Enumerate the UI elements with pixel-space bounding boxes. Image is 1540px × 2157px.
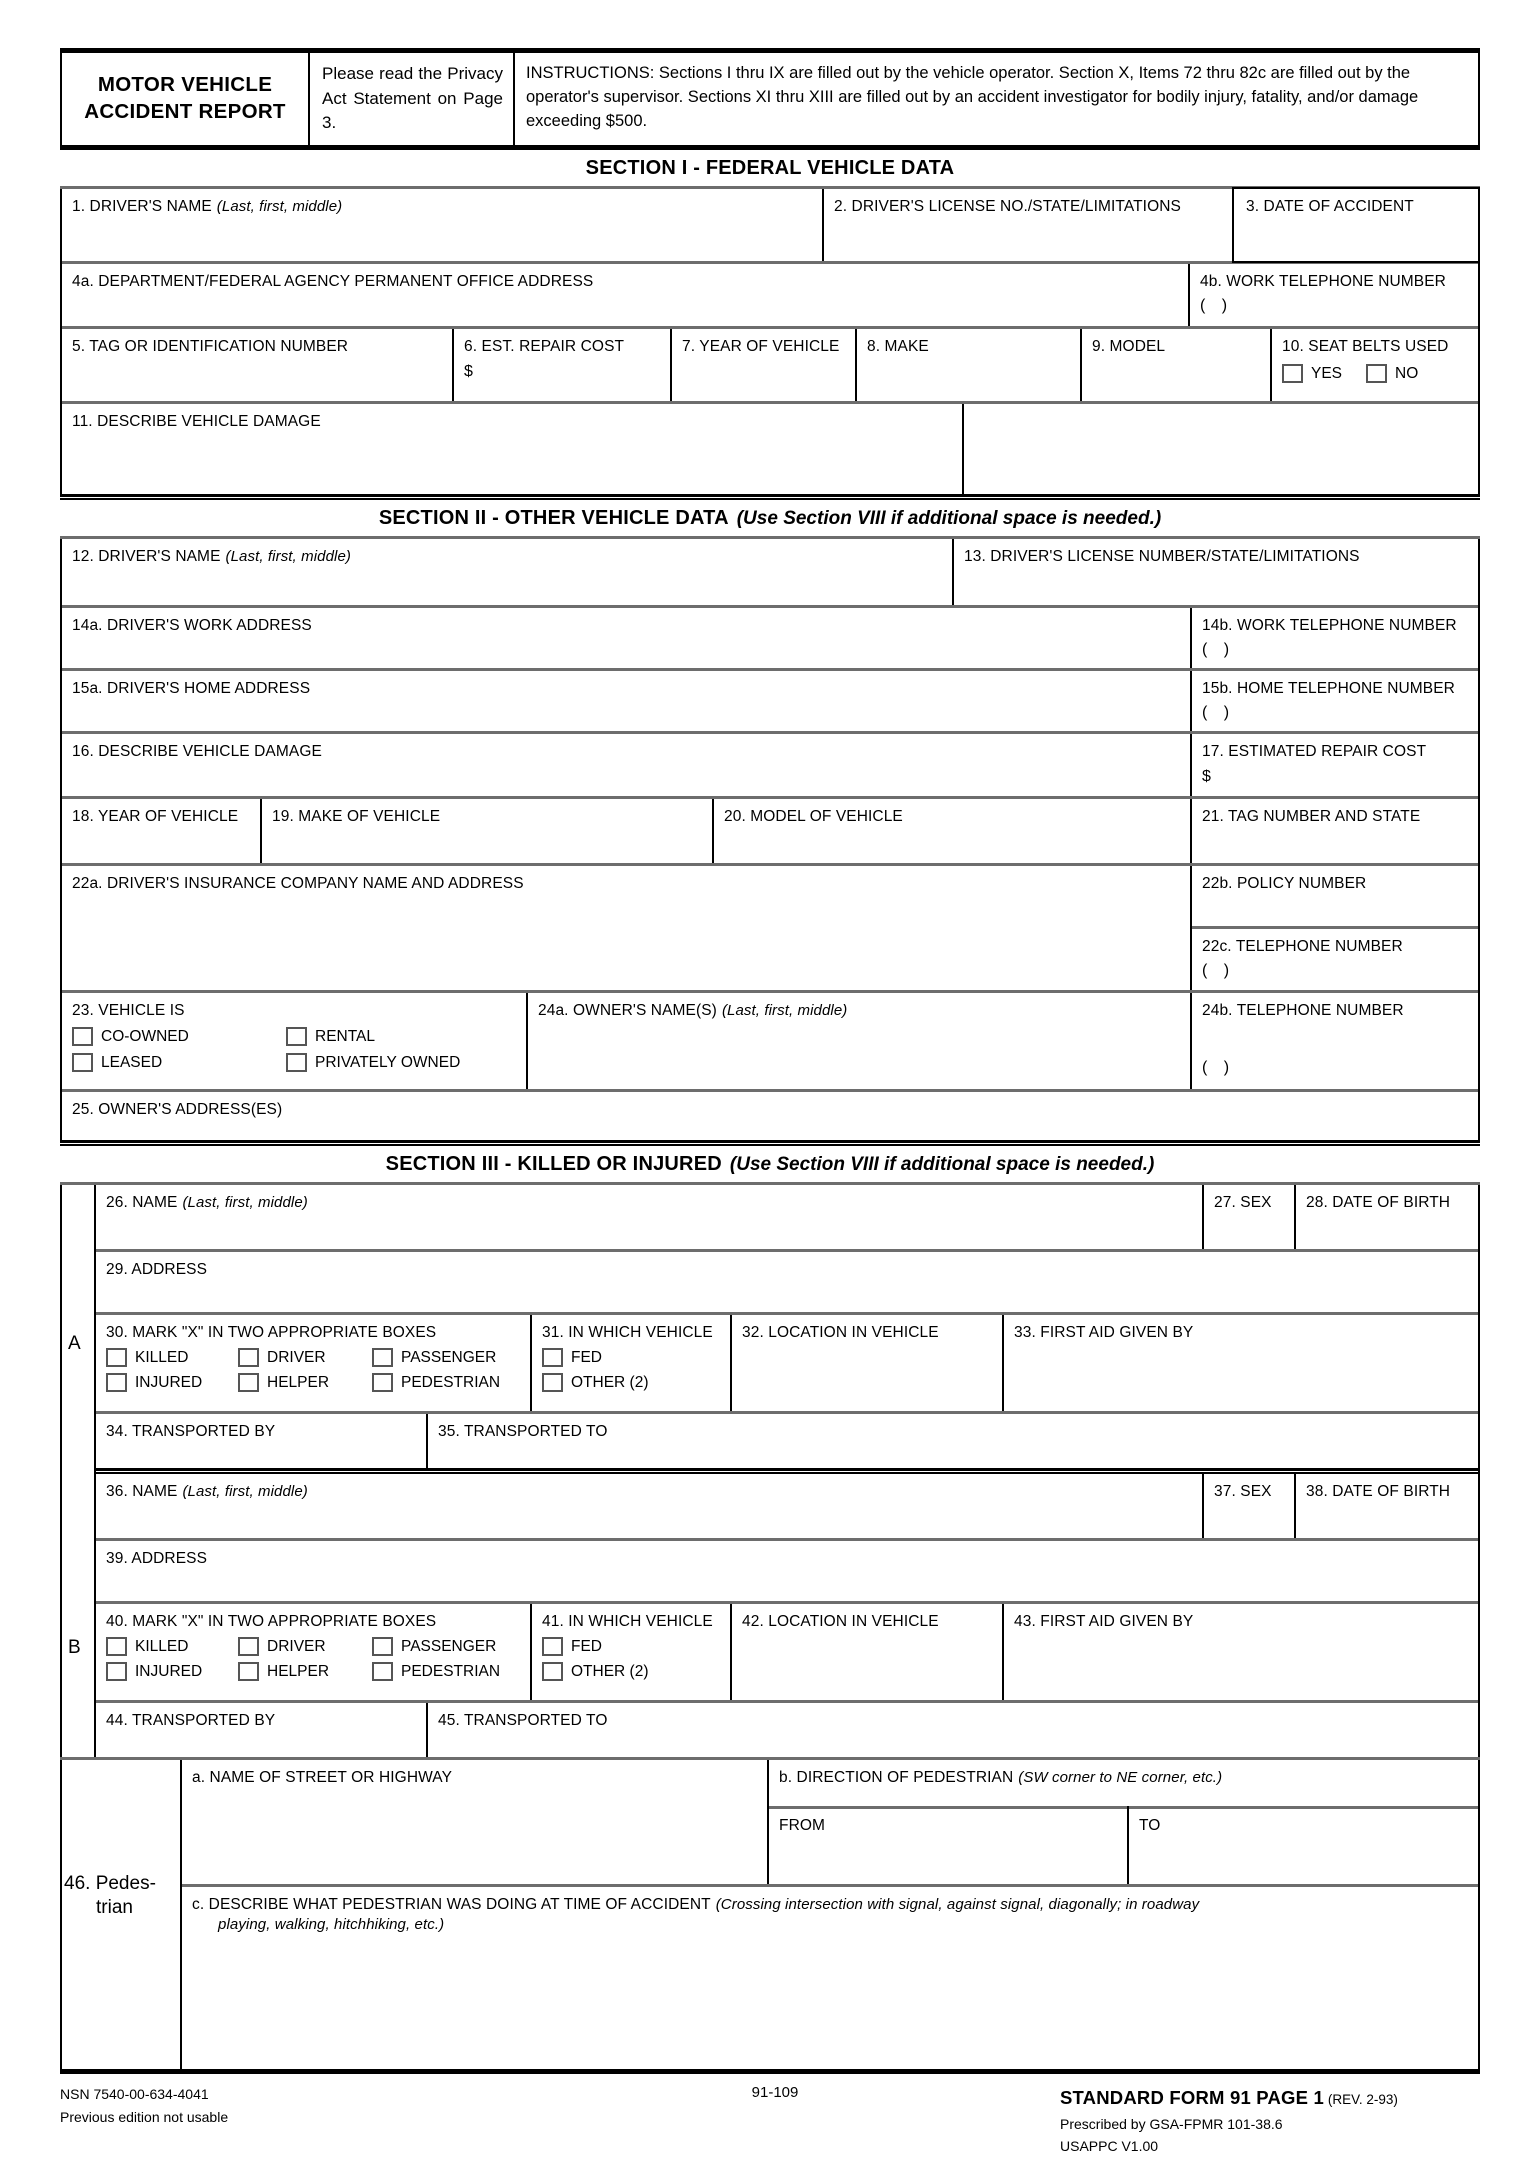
checkbox-box[interactable] xyxy=(286,1053,307,1072)
field-hint: (Last, first, middle) xyxy=(225,547,351,565)
block-letter-a: A xyxy=(68,1332,81,1354)
section-3-title: SECTION III - KILLED OR INJURED xyxy=(385,1152,722,1175)
field-model[interactable] xyxy=(1080,329,1270,401)
section-3-banner xyxy=(60,1146,1480,1182)
field-est-repair-cost[interactable] xyxy=(452,329,670,401)
field-b-sex[interactable] xyxy=(1202,1474,1294,1538)
checkbox-label: HELPER xyxy=(267,1662,330,1680)
checkbox-box[interactable] xyxy=(106,1662,127,1681)
checkbox-box[interactable] xyxy=(542,1662,563,1681)
field-b-mark-x-boxes[interactable] xyxy=(96,1604,530,1700)
checkbox-b-injured[interactable] xyxy=(106,1662,234,1681)
field-value: ( ) xyxy=(1202,641,1236,659)
field-label: 42. LOCATION IN VEHICLE xyxy=(742,1612,939,1630)
checkbox-box[interactable] xyxy=(106,1637,127,1656)
form-header xyxy=(60,53,1480,145)
footer-left xyxy=(60,2083,490,2129)
table-row xyxy=(62,993,1478,1089)
field-label: 14a. DRIVER'S WORK ADDRESS xyxy=(72,616,312,634)
currency-prefix: $ xyxy=(464,363,473,381)
section-1-body xyxy=(60,189,1480,494)
checkbox-leased[interactable] xyxy=(72,1053,282,1072)
checkbox-box[interactable] xyxy=(1366,364,1387,383)
field-make[interactable] xyxy=(855,329,1080,401)
field-label: 20. MODEL OF VEHICLE xyxy=(724,807,903,825)
checkbox-label: PASSENGER xyxy=(401,1348,497,1366)
checkbox-seatbelt-no[interactable] xyxy=(1366,364,1418,383)
previous-edition-note: Previous edition not usable xyxy=(60,2109,229,2126)
pedestrian-block xyxy=(60,1760,1480,2069)
section-3-blocks xyxy=(94,1185,1478,1757)
field-policy-number[interactable] xyxy=(1192,866,1478,926)
checkbox-label: INJURED xyxy=(135,1662,203,1680)
field-label: 37. SEX xyxy=(1214,1482,1272,1500)
section-3-note: (Use Section VIII if additional space is needed.) xyxy=(729,1153,1155,1175)
table-row xyxy=(96,1604,1478,1700)
field-other-drivers-license[interactable] xyxy=(952,539,1478,605)
checkbox-box[interactable] xyxy=(238,1637,259,1656)
field-hint: (Last, first, middle) xyxy=(182,1193,308,1211)
checkbox-privately-owned[interactable] xyxy=(286,1053,460,1072)
section-2-banner xyxy=(60,500,1480,536)
checkbox-label: DRIVER xyxy=(267,1637,326,1655)
form-title-line2: ACCIDENT REPORT xyxy=(84,99,286,123)
field-agency-address[interactable] xyxy=(62,264,1188,326)
checkbox-label: LEASED xyxy=(101,1053,163,1071)
field-label: 36. NAME xyxy=(106,1482,178,1500)
checkbox-box[interactable] xyxy=(72,1027,93,1046)
field-label: 18. YEAR OF VEHICLE xyxy=(72,807,239,825)
field-label: 2. DRIVER'S LICENSE NO./STATE/LIMITATIONS xyxy=(834,197,1181,215)
checkbox-box[interactable] xyxy=(372,1348,393,1367)
checkbox-a-pedestrian[interactable] xyxy=(372,1373,500,1392)
field-b-location-in-vehicle[interactable] xyxy=(730,1604,1002,1700)
field-label: 3. DATE OF ACCIDENT xyxy=(1246,197,1414,215)
field-label: 28. DATE OF BIRTH xyxy=(1306,1193,1451,1211)
table-row xyxy=(182,1887,1478,2069)
checkbox-label: OTHER (2) xyxy=(571,1662,649,1680)
checkbox-label: FED xyxy=(571,1637,602,1655)
field-other-model[interactable] xyxy=(712,799,1190,863)
pedestrian-label-line1: 46. Pedes- xyxy=(64,1872,156,1894)
field-date-of-accident[interactable] xyxy=(1232,187,1480,263)
table-row xyxy=(62,866,1478,990)
field-label: 23. VEHICLE IS xyxy=(72,1001,185,1019)
field-label: 33. FIRST AID GIVEN BY xyxy=(1014,1323,1194,1341)
field-value: ( ) xyxy=(1202,704,1236,722)
checkbox-b-fed[interactable] xyxy=(542,1637,602,1656)
table-row xyxy=(96,1474,1478,1538)
field-label: 12. DRIVER'S NAME xyxy=(72,547,221,565)
field-describe-vehicle-damage-cont[interactable] xyxy=(962,404,1478,494)
checkbox-a-killed[interactable] xyxy=(106,1348,234,1367)
table-row xyxy=(62,608,1478,668)
field-street-or-highway[interactable] xyxy=(182,1760,767,1806)
checkbox-box[interactable] xyxy=(542,1348,563,1367)
table-row xyxy=(96,1541,1478,1601)
field-label: 16. DESCRIBE VEHICLE DAMAGE xyxy=(72,742,322,760)
checkbox-label: CO-OWNED xyxy=(101,1027,189,1045)
checkbox-box[interactable] xyxy=(106,1373,127,1392)
field-hint: (Last, first, middle) xyxy=(216,197,343,215)
footer-right xyxy=(1060,2083,1480,2157)
field-describe-pedestrian-action[interactable] xyxy=(182,1887,1478,2069)
field-b-in-which-vehicle[interactable] xyxy=(530,1604,730,1700)
field-label: 45. TRANSPORTED TO xyxy=(438,1711,608,1729)
checkbox-label: DRIVER xyxy=(267,1348,326,1366)
section-2-title: SECTION II - OTHER VEHICLE DATA xyxy=(378,506,729,529)
section-2-note: (Use Section VIII if additional space is needed.) xyxy=(736,507,1162,529)
field-label: 30. MARK "X" IN TWO APPROPRIATE BOXES xyxy=(106,1323,437,1341)
checkbox-box[interactable] xyxy=(372,1662,393,1681)
field-label: 24b. TELEPHONE NUMBER xyxy=(1202,1001,1404,1019)
field-label: 9. MODEL xyxy=(1092,337,1166,355)
field-label: 39. ADDRESS xyxy=(106,1549,208,1567)
field-label: a. NAME OF STREET OR HIGHWAY xyxy=(192,1768,453,1786)
checkbox-a-injured[interactable] xyxy=(106,1373,234,1392)
field-work-telephone-2[interactable] xyxy=(1190,608,1478,668)
field-label: 8. MAKE xyxy=(867,337,929,355)
field-a-mark-x-boxes[interactable] xyxy=(96,1315,530,1411)
field-a-name[interactable] xyxy=(96,1185,1202,1249)
checkbox-label: KILLED xyxy=(135,1637,189,1655)
checkbox-b-pedestrian[interactable] xyxy=(372,1662,500,1681)
field-label: 34. TRANSPORTED BY xyxy=(106,1422,276,1440)
field-drivers-license[interactable] xyxy=(822,189,1232,261)
checkbox-box[interactable] xyxy=(72,1053,93,1072)
table-row xyxy=(62,189,1478,261)
field-a-first-aid-given-by[interactable] xyxy=(1002,1315,1478,1411)
field-label: 4b. WORK TELEPHONE NUMBER xyxy=(1200,272,1446,290)
checkbox-label: INJURED xyxy=(135,1373,203,1391)
field-label: TO xyxy=(1139,1816,1161,1834)
checkbox-b-killed[interactable] xyxy=(106,1637,234,1656)
checkbox-label: OTHER (2) xyxy=(571,1373,649,1391)
block-letter-b: B xyxy=(68,1636,81,1658)
section-2-body xyxy=(60,539,1480,1140)
field-owners-names[interactable] xyxy=(526,993,1190,1089)
field-label: FROM xyxy=(779,1816,826,1834)
field-describe-vehicle-damage[interactable] xyxy=(62,404,962,494)
checkbox-box[interactable] xyxy=(542,1637,563,1656)
checkbox-label: PRIVATELY OWNED xyxy=(315,1053,461,1071)
field-drivers-name[interactable] xyxy=(62,189,822,261)
field-b-transported-to[interactable] xyxy=(426,1703,1478,1757)
checkbox-box[interactable] xyxy=(238,1662,259,1681)
section-1-title: SECTION I - FEDERAL VEHICLE DATA xyxy=(585,156,955,179)
prescribed-by: Prescribed by GSA-FPMR 101-38.6 xyxy=(1060,2115,1283,2132)
field-label: 22a. DRIVER'S INSURANCE COMPANY NAME AND ADDRESS xyxy=(72,874,524,892)
field-estimated-repair-cost[interactable] xyxy=(1190,734,1478,796)
field-insurance-telephone[interactable] xyxy=(1192,929,1478,990)
checkbox-label: YES xyxy=(1311,364,1343,382)
footer-center-code: 91-109 xyxy=(751,2083,799,2101)
field-b-name[interactable] xyxy=(96,1474,1202,1538)
checkbox-label: PEDESTRIAN xyxy=(401,1373,501,1391)
field-label: 44. TRANSPORTED BY xyxy=(106,1711,276,1729)
checkbox-label: RENTAL xyxy=(315,1027,376,1045)
field-owners-addresses[interactable] xyxy=(62,1092,1478,1140)
checkbox-box[interactable] xyxy=(542,1373,563,1392)
checkbox-b-driver[interactable] xyxy=(238,1637,368,1656)
table-row xyxy=(62,671,1478,731)
form-title xyxy=(62,53,310,145)
checkbox-label: KILLED xyxy=(135,1348,189,1366)
field-b-date-of-birth[interactable] xyxy=(1294,1474,1478,1538)
checkbox-a-other[interactable] xyxy=(542,1373,649,1392)
field-a-sex[interactable] xyxy=(1202,1185,1294,1249)
usappc-version: USAPPC V1.00 xyxy=(1060,2137,1159,2154)
checkbox-box[interactable] xyxy=(238,1373,259,1392)
pedestrian-item-number xyxy=(62,1760,180,2069)
field-label: 26. NAME xyxy=(106,1193,178,1211)
field-label: 24a. OWNER'S NAME(S) xyxy=(538,1001,717,1019)
field-a-transported-by[interactable] xyxy=(96,1414,426,1468)
field-label: 6. EST. REPAIR COST xyxy=(464,337,625,355)
field-a-address[interactable] xyxy=(96,1252,1478,1312)
pedestrian-fields xyxy=(180,1760,1478,2069)
checkbox-box[interactable] xyxy=(1282,364,1303,383)
field-label: 27. SEX xyxy=(1214,1193,1272,1211)
privacy-act-note: Please read the Privacy Act Statement on Page 3. xyxy=(310,53,515,145)
table-row xyxy=(62,264,1478,326)
field-value: ( ) xyxy=(1202,1059,1236,1077)
checkbox-rental[interactable] xyxy=(286,1027,375,1046)
table-row xyxy=(62,329,1478,401)
field-direction-to[interactable] xyxy=(1127,1806,1478,1884)
checkbox-box[interactable] xyxy=(106,1348,127,1367)
field-tag-number[interactable] xyxy=(62,329,452,401)
field-other-make[interactable] xyxy=(260,799,712,863)
field-street-or-highway-entry[interactable] xyxy=(182,1806,767,1884)
checkbox-seatbelt-yes[interactable] xyxy=(1282,364,1342,383)
field-tag-number-and-state[interactable] xyxy=(1190,799,1478,863)
field-value: ( ) xyxy=(1200,297,1234,315)
field-other-drivers-name[interactable] xyxy=(62,539,952,605)
field-label: 14b. WORK TELEPHONE NUMBER xyxy=(1202,616,1457,634)
field-label: 10. SEAT BELTS USED xyxy=(1282,337,1449,355)
field-drivers-home-address[interactable] xyxy=(62,671,1190,731)
field-label: 22b. POLICY NUMBER xyxy=(1202,874,1367,892)
checkbox-a-fed[interactable] xyxy=(542,1348,602,1367)
checkbox-label: PEDESTRIAN xyxy=(401,1662,501,1680)
checkbox-box[interactable] xyxy=(372,1637,393,1656)
checkbox-label: FED xyxy=(571,1348,602,1366)
checkbox-a-passenger[interactable] xyxy=(372,1348,496,1367)
form-revision: (REV. 2-93) xyxy=(1327,2091,1398,2107)
checkbox-box[interactable] xyxy=(286,1027,307,1046)
field-seat-belts-used[interactable] xyxy=(1270,329,1478,401)
checkbox-a-driver[interactable] xyxy=(238,1348,368,1367)
field-label: c. DESCRIBE WHAT PEDESTRIAN WAS DOING AT TIME OF ACCIDENT xyxy=(192,1895,711,1913)
block-letter-gutter xyxy=(62,1185,94,1757)
field-label: 35. TRANSPORTED TO xyxy=(438,1422,608,1440)
field-a-date-of-birth[interactable] xyxy=(1294,1185,1478,1249)
field-a-location-in-vehicle[interactable] xyxy=(730,1315,1002,1411)
field-label: 38. DATE OF BIRTH xyxy=(1306,1482,1451,1500)
field-hint: (Crossing intersection with signal, against signal, diagonally; in roadway xyxy=(715,1895,1200,1913)
field-other-year[interactable] xyxy=(62,799,260,863)
field-label: 15a. DRIVER'S HOME ADDRESS xyxy=(72,679,311,697)
field-vehicle-is[interactable] xyxy=(62,993,526,1089)
table-row xyxy=(62,1092,1478,1140)
field-label: 5. TAG OR IDENTIFICATION NUMBER xyxy=(72,337,349,355)
form-footer xyxy=(60,2074,1480,2157)
form-title-line1: MOTOR VEHICLE xyxy=(97,73,273,97)
table-row xyxy=(62,539,1478,605)
section-1-banner xyxy=(60,150,1480,186)
field-owner-telephone[interactable] xyxy=(1190,993,1478,1089)
field-drivers-work-address[interactable] xyxy=(62,608,1190,668)
field-direction-from[interactable] xyxy=(767,1806,1127,1884)
table-row xyxy=(62,799,1478,863)
field-a-transported-to[interactable] xyxy=(426,1414,1478,1468)
field-hint: (Last, first, middle) xyxy=(182,1482,308,1500)
field-label: 19. MAKE OF VEHICLE xyxy=(272,807,441,825)
table-row xyxy=(96,1414,1478,1468)
field-label: 22c. TELEPHONE NUMBER xyxy=(1202,937,1403,955)
field-hint-2: playing, walking, hitchhiking, etc.) xyxy=(218,1916,445,1934)
pedestrian-label-line2: trian xyxy=(96,1896,133,1918)
field-label: 17. ESTIMATED REPAIR COST xyxy=(1202,742,1427,760)
table-row xyxy=(96,1185,1478,1249)
field-label: 29. ADDRESS xyxy=(106,1260,208,1278)
field-hint: (Last, first, middle) xyxy=(721,1001,848,1019)
field-insurance-company[interactable] xyxy=(62,866,1190,990)
field-label: 41. IN WHICH VEHICLE xyxy=(542,1612,713,1630)
policy-telephone-stack xyxy=(1190,866,1478,990)
field-label: 21. TAG NUMBER AND STATE xyxy=(1202,807,1421,825)
table-row xyxy=(62,404,1478,494)
field-label: 31. IN WHICH VEHICLE xyxy=(542,1323,713,1341)
field-label: 7. YEAR OF VEHICLE xyxy=(682,337,840,355)
field-label: 13. DRIVER'S LICENSE NUMBER/STATE/LIMITATIONS xyxy=(964,547,1360,565)
field-label: b. DIRECTION OF PEDESTRIAN xyxy=(779,1768,1014,1786)
field-value: ( ) xyxy=(1202,962,1236,980)
field-a-in-which-vehicle[interactable] xyxy=(530,1315,730,1411)
field-home-telephone[interactable] xyxy=(1190,671,1478,731)
section-3-body xyxy=(60,1185,1480,1757)
table-row xyxy=(96,1703,1478,1757)
field-direction-of-pedestrian[interactable] xyxy=(767,1760,1478,1806)
currency-prefix: $ xyxy=(1202,768,1211,786)
checkbox-co-owned[interactable] xyxy=(72,1027,282,1046)
field-b-first-aid-given-by[interactable] xyxy=(1002,1604,1478,1700)
table-row xyxy=(96,1315,1478,1411)
checkbox-b-helper[interactable] xyxy=(238,1662,368,1681)
field-b-address[interactable] xyxy=(96,1541,1478,1601)
field-label: 43. FIRST AID GIVEN BY xyxy=(1014,1612,1194,1630)
table-row xyxy=(96,1252,1478,1312)
field-label: 11. DESCRIBE VEHICLE DAMAGE xyxy=(72,412,321,430)
nsn-number: NSN 7540-00-634-4041 xyxy=(60,2085,209,2102)
checkbox-label: PASSENGER xyxy=(401,1637,497,1655)
field-label: 4a. DEPARTMENT/FEDERAL AGENCY PERMANENT OFFICE ADDRESS xyxy=(72,272,594,290)
checkbox-box[interactable] xyxy=(372,1373,393,1392)
field-b-transported-by[interactable] xyxy=(96,1703,426,1757)
table-row xyxy=(182,1760,1478,1806)
field-label: 40. MARK "X" IN TWO APPROPRIATE BOXES xyxy=(106,1612,437,1630)
checkbox-b-other[interactable] xyxy=(542,1662,649,1681)
field-label: 15b. HOME TELEPHONE NUMBER xyxy=(1202,679,1455,697)
field-label: 25. OWNER'S ADDRESS(ES) xyxy=(72,1100,283,1118)
field-label: 32. LOCATION IN VEHICLE xyxy=(742,1323,939,1341)
checkbox-label: NO xyxy=(1395,364,1419,382)
checkbox-a-helper[interactable] xyxy=(238,1373,368,1392)
field-hint: (SW corner to NE corner, etc.) xyxy=(1018,1768,1223,1786)
instructions-text: INSTRUCTIONS: Sections I thru IX are filled out by the vehicle operator. Section X, Items 72 thru 82c are filled out by the operator's supervisor. Sections XI thru XIII are filled out by an accident investigator for bodily injury, fatality, and/or damage exceeding $500. xyxy=(526,64,1419,130)
checkbox-box[interactable] xyxy=(238,1348,259,1367)
field-year-of-vehicle[interactable] xyxy=(670,329,855,401)
checkbox-label: HELPER xyxy=(267,1373,330,1391)
checkbox-b-passenger[interactable] xyxy=(372,1637,496,1656)
field-work-telephone[interactable] xyxy=(1188,264,1478,326)
field-label: 1. DRIVER'S NAME xyxy=(72,197,212,215)
field-other-describe-damage[interactable] xyxy=(62,734,1190,796)
form-designation: STANDARD FORM 91 PAGE 1 xyxy=(1060,2086,1324,2108)
table-row xyxy=(62,734,1478,796)
table-row xyxy=(182,1806,1478,1884)
